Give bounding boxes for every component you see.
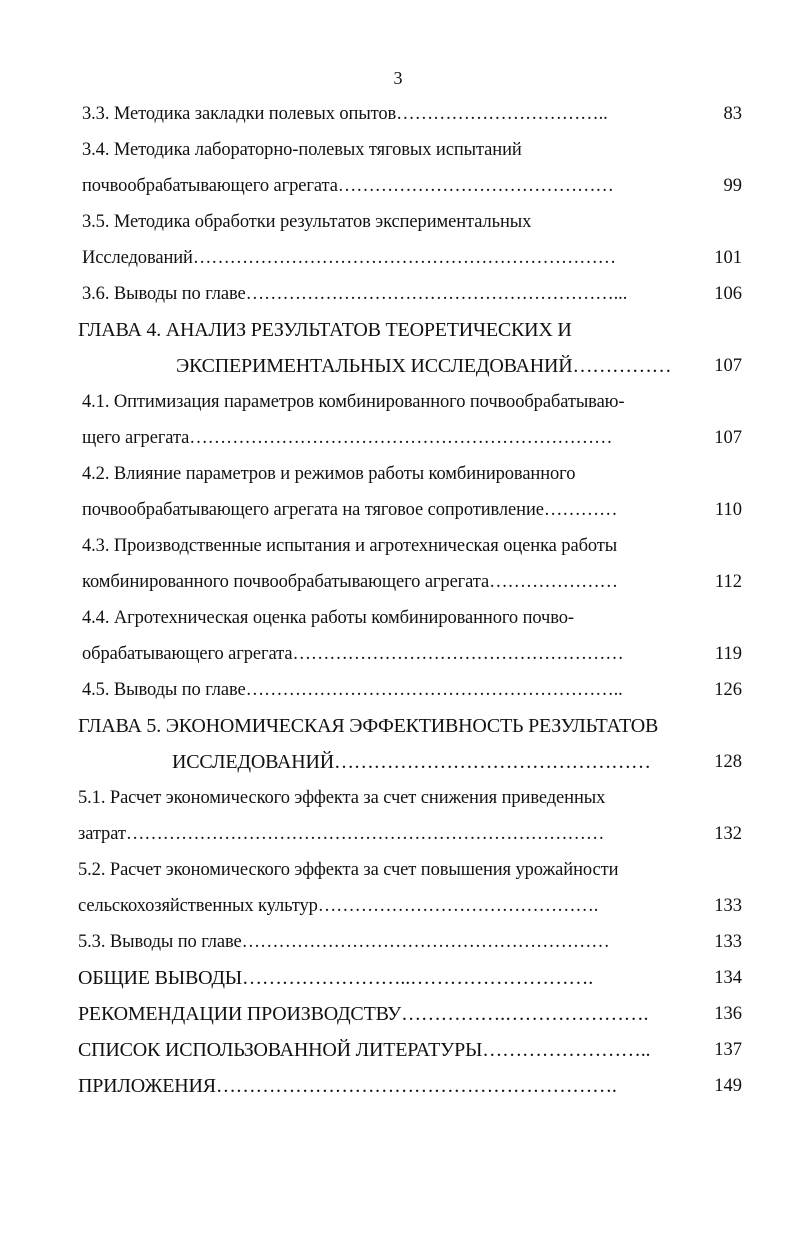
toc-entry-3-5-line1: 3.5. Методика обработки результатов экспериментальных xyxy=(82,212,532,232)
toc-entry-3-6: 3.6. Выводы по главе……………………………………………………... xyxy=(82,284,628,304)
toc-page-4-5: 126 xyxy=(714,680,742,700)
toc-page-recommendations: 136 xyxy=(714,1004,742,1024)
toc-entry-3-4-line2: почвообрабатывающего агрегата……………………………………… xyxy=(82,176,614,196)
toc-page-general-conclusions: 134 xyxy=(714,968,742,988)
toc-page-chapter-5: 128 xyxy=(714,752,742,772)
toc-page-appendices: 149 xyxy=(714,1076,742,1096)
toc-entry-4-1-line1: 4.1. Оптимизация параметров комбинированного почвообрабатываю- xyxy=(82,392,625,412)
toc-entry-4-3-line1: 4.3. Производственные испытания и агротехническая оценка работы xyxy=(82,536,618,556)
toc-chapter-4-line1: ГЛАВА 4. АНАЛИЗ РЕЗУЛЬТАТОВ ТЕОРЕТИЧЕСКИХ И xyxy=(78,319,572,341)
toc-page-chapter-4: 107 xyxy=(714,356,742,376)
toc-appendices: ПРИЛОЖЕНИЯ……………………………………………………. xyxy=(78,1075,617,1097)
toc-page-3-4: 99 xyxy=(723,176,742,196)
toc-page-4-2: 110 xyxy=(714,500,742,520)
toc-entry-5-2-line2: сельскохозяйственных культур………………………………………. xyxy=(78,896,599,916)
toc-entry-3-3: 3.3. Методика закладки полевых опытов…………………………….. xyxy=(82,104,608,124)
toc-general-conclusions: ОБЩИЕ ВЫВОДЫ……………………..………………………. xyxy=(78,967,594,989)
toc-page-3-3: 83 xyxy=(723,104,742,124)
toc-entry-4-3-line2: комбинированного почвообрабатывающего агрегата………………… xyxy=(82,572,618,592)
toc-chapter-5-line1: ГЛАВА 5. ЭКОНОМИЧЕСКАЯ ЭФФЕКТИВНОСТЬ РЕЗУЛЬТАТОВ xyxy=(78,715,659,737)
toc-entry-4-1-line2: щего агрегата…………………………………………………………… xyxy=(82,428,613,448)
toc-page-4-3: 112 xyxy=(714,572,742,592)
toc-chapter-4-line2: ЭКСПЕРИМЕНТАЛЬНЫХ ИССЛЕДОВАНИЙ…………… xyxy=(176,355,672,377)
toc-chapter-5-line2: ИССЛЕДОВАНИЙ………………………………………… xyxy=(172,751,651,773)
toc-literature: СПИСОК ИСПОЛЬЗОВАННОЙ ЛИТЕРАТУРЫ…………………….. xyxy=(78,1039,651,1061)
toc-entry-5-3: 5.3. Выводы по главе…………………………………………………… xyxy=(78,932,610,952)
toc-page-literature: 137 xyxy=(714,1040,742,1060)
toc-page-4-1: 107 xyxy=(714,428,742,448)
toc-entry-4-2-line2: почвообрабатывающего агрегата на тяговое сопротивление………… xyxy=(82,500,618,520)
toc-entry-4-2-line1: 4.2. Влияние параметров и режимов работы комбинированного xyxy=(82,464,576,484)
toc-recommendations: РЕКОМЕНДАЦИИ ПРОИЗВОДСТВУ…………….…………………. xyxy=(78,1003,649,1025)
toc-entry-4-4-line2: обрабатывающего агрегата……………………………………………… xyxy=(82,644,624,664)
page-number: 3 xyxy=(393,68,403,88)
toc-entry-3-4-line1: 3.4. Методика лабораторно-полевых тяговых испытаний xyxy=(82,140,522,160)
toc-entry-4-5: 4.5. Выводы по главе…………………………………………………….. xyxy=(82,680,623,700)
toc-entry-3-5-line2: Исследований…………………………………………………………… xyxy=(82,248,617,268)
toc-page-5-1: 132 xyxy=(714,824,742,844)
toc-page-4-4: 119 xyxy=(714,644,742,664)
toc-page-5-3: 133 xyxy=(714,932,742,952)
toc-entry-4-4-line1: 4.4. Агротехническая оценка работы комбинированного почво- xyxy=(82,608,574,628)
toc-page-3-6: 106 xyxy=(714,284,742,304)
toc-entry-5-1-line2: затрат…………………………………………………………………… xyxy=(78,824,605,844)
toc-entry-5-2-line1: 5.2. Расчет экономического эффекта за счет повышения урожайности xyxy=(78,860,619,880)
toc-page-5-2: 133 xyxy=(714,896,742,916)
toc-page-3-5: 101 xyxy=(714,248,742,268)
toc-entry-5-1-line1: 5.1. Расчет экономического эффекта за счет снижения приведенных xyxy=(78,788,606,808)
